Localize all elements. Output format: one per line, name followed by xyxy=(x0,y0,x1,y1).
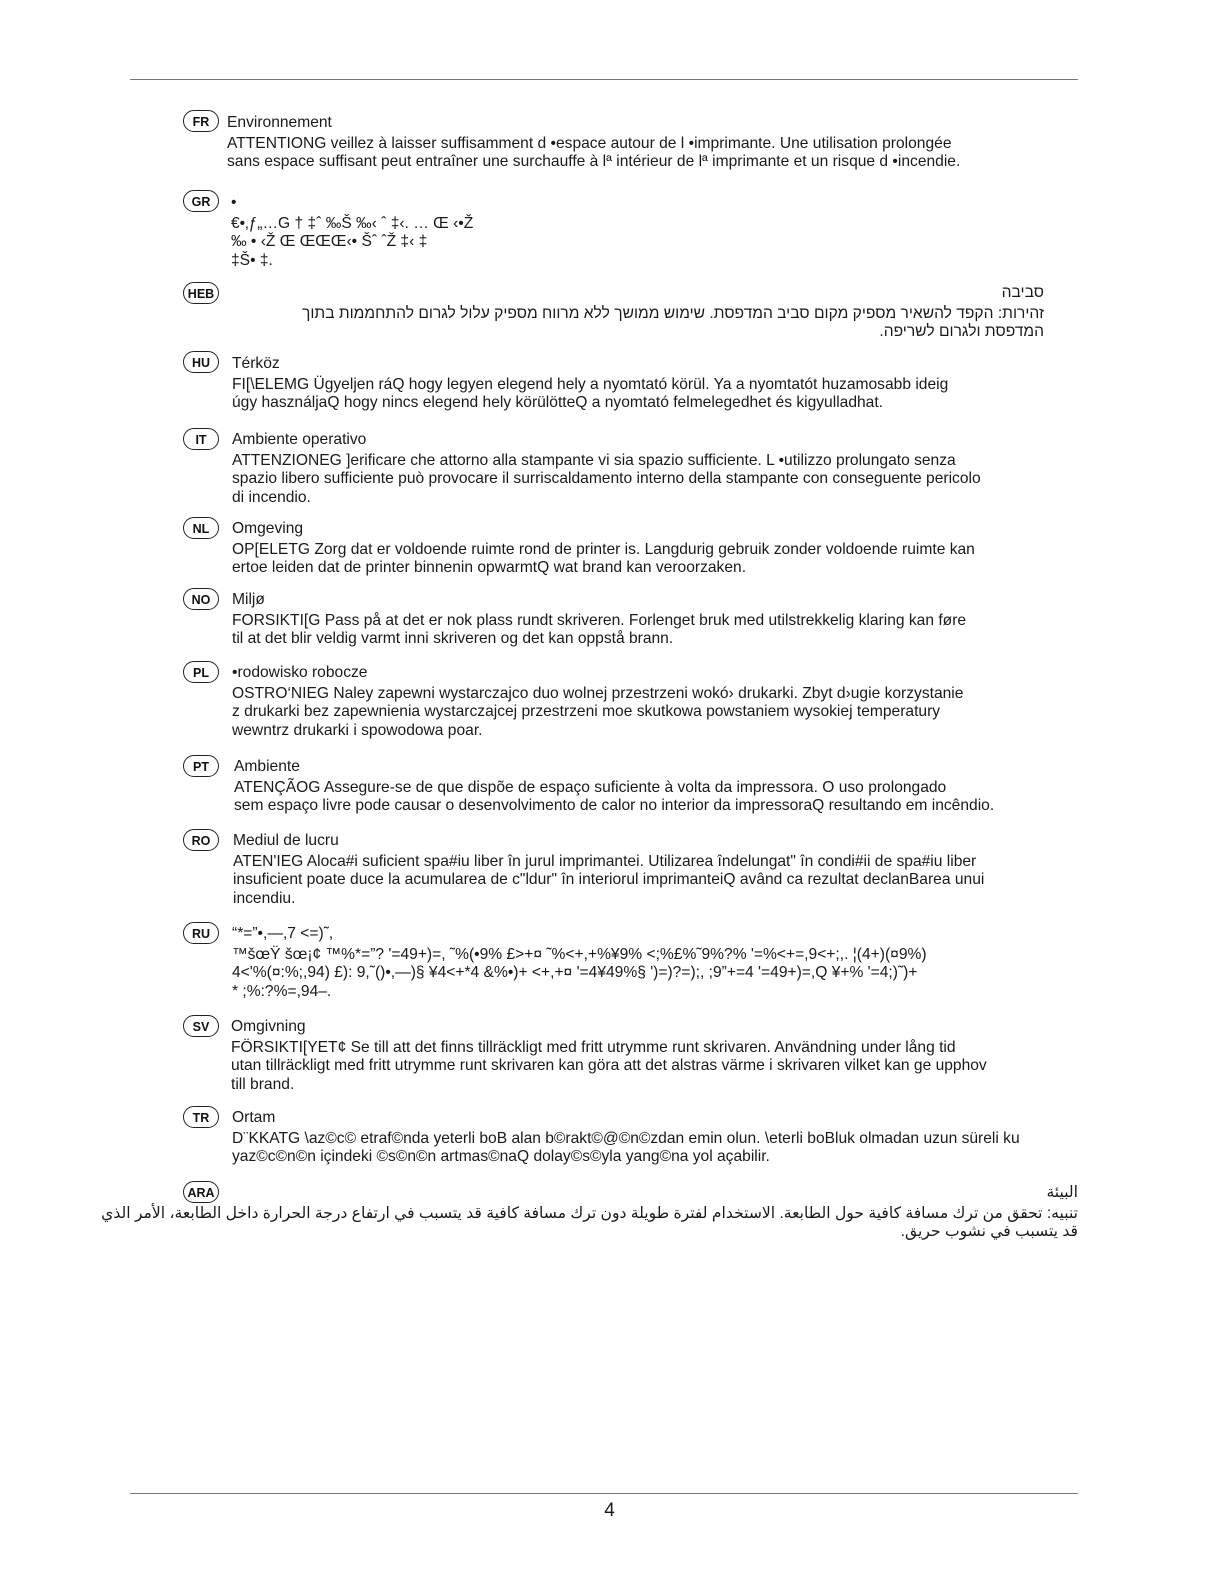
badge-no: NO xyxy=(183,588,219,610)
section-heading: • xyxy=(231,194,237,211)
section-ro xyxy=(233,832,984,908)
section-no xyxy=(232,591,966,649)
badge-pt: PT xyxy=(183,755,219,777)
section-heb xyxy=(284,284,1044,342)
section-line: ‡Š• ‡. xyxy=(231,251,273,269)
section-line: FI[\ELEMG Ügyeljen ráQ hogy legyen elegend hely a nyomtató körül. Ya a nyomtatót huzamosabb ideig xyxy=(232,375,949,393)
section-line: FÖRSIKTI[YET¢ Se till att det finns tillräckligt med fritt utrymme runt skrivaren. Användning under lång tid xyxy=(231,1038,956,1056)
section-line: yaz©c©n©n içindeki ©s©n©n artmas©naQ dolay©s©yla yang©na yol açabilir. xyxy=(232,1148,770,1165)
section-line: utan tillräckligt med fritt utrymme runt skrivaren kan göra att det alstras värme i skrivaren vilket kan ge upphov xyxy=(231,1057,987,1074)
badge-heb: HEB xyxy=(183,282,219,304)
badge-ara: ARA xyxy=(183,1181,219,1203)
section-it xyxy=(232,431,981,507)
section-line: המדפסת ולגרום לשריפה. xyxy=(879,323,1044,340)
section-line: z drukarki bez zapewnienia wystarczajcej przestrzeni moe skutkowa powstaniem wysokiej temperatury xyxy=(232,703,941,720)
section-line: * ;%:?%=,94–. xyxy=(232,982,332,1000)
bottom-rule xyxy=(130,1493,1078,1494)
section-line: di incendio. xyxy=(232,488,311,506)
section-line: זהירות: הקפד להשאיר מספיק מקום סביב המדפסת. שימוש ממושך ללא מרווח מספיק עלול לגרום להתחממות בתוך xyxy=(302,304,1044,322)
badge-tr: TR xyxy=(183,1106,219,1128)
section-line: تنبيه: تحقق من ترك مسافة كافية حول الطابعة. الاستخدام لفترة طويلة دون ترك مسافة كافية قد يتسبب في ارتفاع درجة الحرارة داخل الطابعة، الأمر الذي xyxy=(101,1204,1078,1222)
top-rule xyxy=(130,79,1078,80)
section-line: D¨KKATG \az©c© etraf©nda yeterli boB alan b©rakt©@©n©zdan emin olun. \eterli boBluk olmadan uzun süreli ku xyxy=(232,1129,1020,1147)
section-line: úgy használjaQ hogy nincs elegend hely körülötteQ a nyomtató felmelegedhet és kigyulladhat. xyxy=(232,394,884,411)
badge-ro: RO xyxy=(183,829,219,851)
section-heading: •rodowisko robocze xyxy=(232,664,368,681)
section-heading: Ambiente xyxy=(234,758,300,775)
section-heading: Mediul de lucru xyxy=(233,832,339,849)
section-line: spazio libero sufficiente può provocare il surriscaldamento interno della stampante con conseguente pericolo xyxy=(232,470,981,487)
section-line: sem espaço livre pode causar o desenvolvimento de calor no interior da impressoraQ resultando em incêndio. xyxy=(234,797,995,814)
section-heading: Environnement xyxy=(227,114,332,131)
section-pt xyxy=(234,758,994,816)
section-line: ATENÇÃOG Assegure-se de que dispõe de espaço suficiente à volta da impressora. O uso prolongado xyxy=(234,778,947,796)
section-line: ™šœŸ šœ¡¢ ™%*=”? '=49+)=, ˜%(•9% £>+¤ ˜%<+,+%¥9% <;%£%˜9%?% '=%<+=,9<+;,. ¦(4+)(¤9%) xyxy=(232,945,927,963)
badge-fr: FR xyxy=(183,110,219,132)
section-heading: Omgivning xyxy=(231,1018,306,1035)
section-line: ATTENTIONG veillez à laisser suffisamment d •espace autour de l •imprimante. Une utilisation prolongée xyxy=(227,134,952,152)
page-number: 4 xyxy=(604,1500,615,1521)
badge-pl: PL xyxy=(183,661,219,683)
section-heading: סביבה xyxy=(1001,284,1044,301)
section-hu xyxy=(232,355,948,413)
section-nl xyxy=(232,520,975,578)
section-line: 4<'%(¤:%;,94) £): 9,˜()•,—)§ ¥4<+*4 &%•)+ <+,+¤ '=4¥49%§ ')=)?=);, ;9”+=4 '=49+)=,Q ¥+% '=4;)˜)+ xyxy=(232,964,918,981)
badge-hu: HU xyxy=(183,351,219,373)
section-line: sans espace suffisant peut entraîner une surchauffe à lª intérieur de lª imprimante et un risque d •incendie. xyxy=(227,153,961,170)
badge-it: IT xyxy=(183,428,219,450)
badge-ru: RU xyxy=(183,922,219,944)
section-line: OSTRO‘NIEG Naley zapewni wystarczajco duo wolnej przestrzeni wokó› drukarki. Zbyt d›ugie korzystanie xyxy=(232,684,964,702)
section-heading: Omgeving xyxy=(232,520,304,537)
section-line: قد يتسبب في نشوب حريق. xyxy=(900,1223,1078,1240)
section-line: till brand. xyxy=(231,1075,295,1093)
section-heading: Térköz xyxy=(232,355,280,372)
section-line: insuficient poate duce la acumularea de c"ldur" în interiorul imprimanteiQ având ca rezultat declanBarea unui xyxy=(233,871,985,888)
section-heading: Ambiente operativo xyxy=(232,431,367,448)
section-heading: Miljø xyxy=(232,591,265,608)
section-line: til at det blir veldig varmt inni skriveren og det kan oppstå brann. xyxy=(232,630,674,647)
section-heading: Ortam xyxy=(232,1109,276,1126)
section-line: incendiu. xyxy=(233,889,296,907)
section-fr xyxy=(227,114,960,172)
section-gr xyxy=(231,194,473,270)
section-heading: “*=”•,—,7 <=)˜, xyxy=(232,925,334,942)
badge-gr: GR xyxy=(183,190,219,212)
section-line: €•‚ƒ„…G † ‡ˆ ‰Š ‰‹ ˆ ‡‹. … Œ ‹•Ž xyxy=(231,214,474,232)
section-tr xyxy=(232,1109,1020,1167)
section-line: OP[ELETG Zorg dat er voldoende ruimte rond de printer is. Langdurig gebruik zonder voldoende ruimte kan xyxy=(232,540,975,558)
section-pl xyxy=(232,664,963,740)
section-ru xyxy=(232,925,927,1001)
section-sv xyxy=(231,1018,987,1094)
section-line: ertoe leiden dat de printer binnenin opwarmtQ wat brand kan veroorzaken. xyxy=(232,559,747,576)
badge-nl: NL xyxy=(183,517,219,539)
section-heading: البيئة xyxy=(1046,1184,1078,1201)
section-line: wewntrz drukarki i spowodowa poar. xyxy=(232,721,483,739)
section-line: ‰ • ‹Ž Œ ŒŒŒ‹• Šˆ ˆŽ ‡‹ ‡ xyxy=(231,233,428,250)
section-line: FORSIKTI[G Pass på at det er nok plass rundt skriveren. Forlenget bruk med utilstrekkelig klaring kan føre xyxy=(232,611,967,629)
section-line: ATTENZIONEG ]erificare che attorno alla stampante vi sia spazio sufficiente. L •utilizzo prolungato senza xyxy=(232,451,956,469)
section-line: ATEN'IEG Aloca#i suficient spa#iu liber în jurul imprimantei. Utilizarea îndelungat" în condi#ii de spa#iu liber xyxy=(233,852,977,870)
badge-sv: SV xyxy=(183,1015,219,1037)
